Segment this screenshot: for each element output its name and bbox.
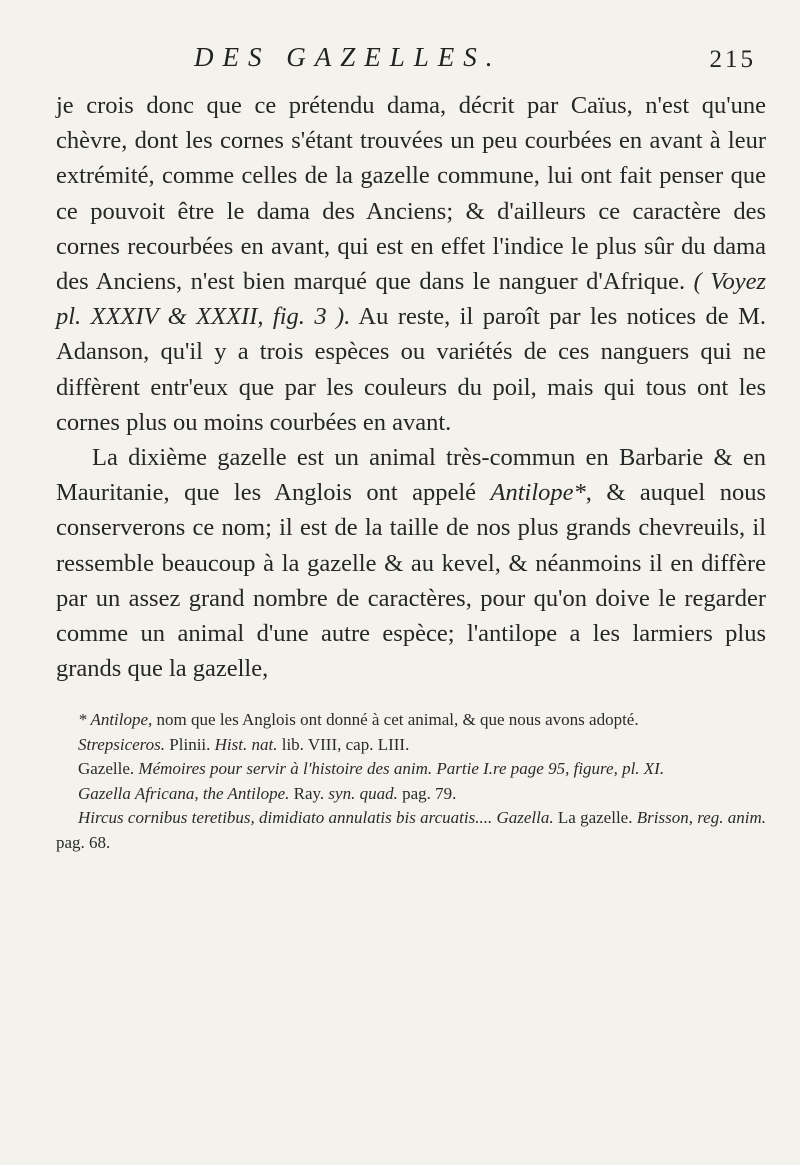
plate-reference: ( Voyez pl. XXXIV & XXXII, fig. 3 ).: [56, 268, 767, 331]
footnote-pliny-loc: lib. VIII, cap. LIII.: [277, 734, 410, 754]
footnote-memoires-work: Mémoires pour servir à l'histoire des anim. Partie I.re page 95, figure, pl. XI.: [138, 759, 665, 779]
running-title: DES GAZELLES.: [194, 42, 502, 72]
footnote-pliny-work: Hist. nat.: [214, 734, 278, 754]
footnote-pliny-term: Strepsiceros.: [78, 734, 166, 754]
footnote-memoires: [56, 757, 766, 782]
footnote-brisson: [56, 806, 766, 855]
footnote-ray-work: syn. quad.: [328, 783, 398, 803]
footnote-ray: [56, 782, 766, 807]
paragraph-antilope-text-1: La dixième gazelle est un animal très-commun en Barbarie & en Mauritanie, que les Anglois ont appelé: [56, 444, 766, 507]
paragraph-antilope-text-2: , & auquel nous conserverons ce nom; il est de la taille de nos plus grands chevreuils, il ressemble beaucoup à la gazelle & au kevel, & néanmoins il en diffère par un assez grand nombre de caractères, pour qu'on doive le regarder comme un animal d'une autre espèce; l'antilope a les larmiers plus grands que la gazelle,: [56, 479, 766, 683]
paragraph-antilope: [56, 440, 766, 686]
footnote-ray-loc: pag. 79.: [397, 783, 457, 803]
footnote-brisson-loc: pag. 68.: [56, 832, 111, 852]
running-head: [56, 38, 766, 88]
footnote-brisson-text: La gazelle.: [553, 808, 637, 828]
footnote-ray-term: Gazella Africana, the Antilope.: [78, 783, 290, 803]
paragraph-dama-text-2: Au reste, il paroît par les notices de M. Adanson, qu'il y a trois espèces ou variétés de ces nanguers qui ne diffèrent entr'eux que par les couleurs du poil, mais qui tous ont les cornes plus ou moins courbées en avant.: [56, 303, 766, 436]
footnote-memoires-text: Gazelle.: [78, 759, 139, 779]
footnote-antilope-term: * Antilope,: [78, 710, 153, 730]
footnote-pliny: [56, 733, 766, 758]
page-number: 215: [709, 46, 756, 73]
paragraph-dama-text-1: je crois donc que ce prétendu dama, décrit par Caïus, n'est qu'une chèvre, dont les cornes s'étant trouvées un peu courbées en avant à leur extrémité, comme celles de la gazelle commune, lui ont fait penser que ce pouvoit être le dama des Anciens; & d'ailleurs ce caractère des cornes recourbées en avant, qui est en effet l'indice le plus sûr du dama des Anciens, n'est bien marqué que dans le nanguer d'Afrique.: [56, 92, 766, 296]
footnote-pliny-text: Plinii.: [165, 734, 215, 754]
footnote-brisson-term: Hircus cornibus teretibus, dimidiato annulatis bis arcuatis.... Gazella.: [78, 808, 554, 828]
footnotes: [56, 708, 766, 855]
main-text: [56, 88, 766, 686]
footnote-antilope: [56, 708, 766, 733]
footnote-ray-text: Ray.: [289, 783, 329, 803]
paragraph-dama: [56, 88, 766, 440]
footnote-antilope-text: nom que les Anglois ont donné à cet animal, & que nous avons adopté.: [152, 710, 639, 730]
term-antilope: Antilope*: [490, 479, 586, 507]
footnote-brisson-work: Brisson, reg. anim.: [636, 808, 766, 828]
